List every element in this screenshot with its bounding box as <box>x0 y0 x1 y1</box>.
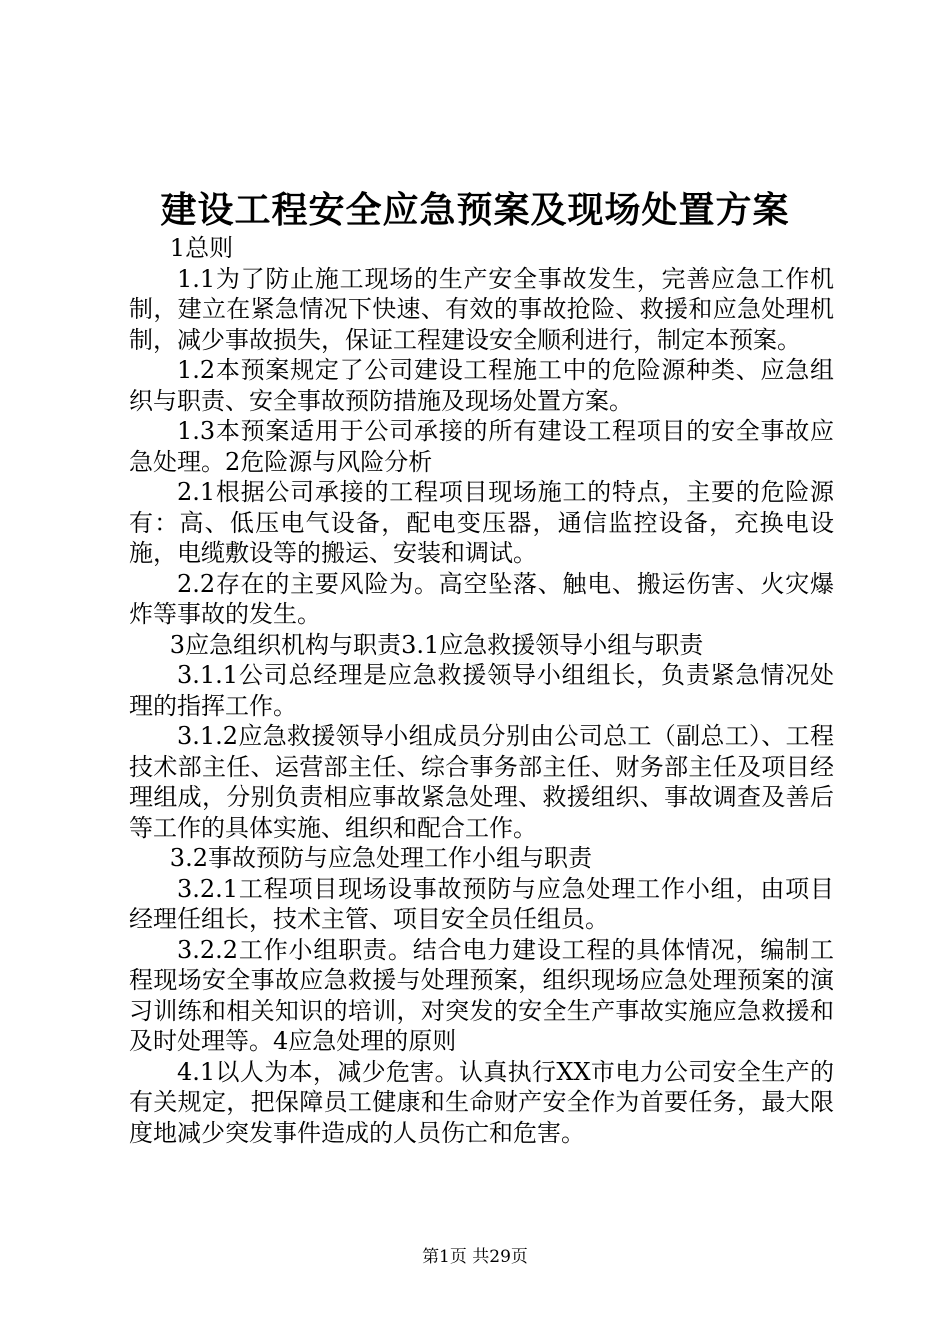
paragraph-1-2: 1.2本预案规定了公司建设工程施工中的危险源种类、应急组织与职责、安全事故预防措施及现场处置方案。 <box>129 356 834 415</box>
section-heading-3-2: 3.2事故预防与应急处理工作小组与职责 <box>169 844 592 872</box>
section-heading-general: 1总则 <box>169 234 234 262</box>
section-heading-organization: 3应急组织机构与职责3.1应急救援领导小组与职责 <box>169 630 704 659</box>
paragraph-3-1-2: 3.1.2应急救援领导小组成员分别由公司总工（副总工）、工程技术部主任、运营部主任、综合事务部主任、财务部主任及项目经理组成，分别负责相应事故紧急处理、救援组织、事故调查及善后等工作的具体实施、组织和配合工作。 <box>129 722 834 842</box>
paragraph-3-1-1: 3.1.1公司总经理是应急救援领导小组组长，负责紧急情况处理的指挥工作。 <box>129 661 834 720</box>
paragraph-3-2-1: 3.2.1工程项目现场设事故预防与应急处理工作小组，由项目经理任组长，技术主管、项目安全员任组员。 <box>129 874 834 933</box>
paragraph-3-2-2: 3.2.2工作小组职责。结合电力建设工程的具体情况，编制工程现场安全事故应急救援与处理预案，组织现场应急处理预案的演习训练和相关知识的培训，对突发的安全生产事故实施应急救援和及时处理等。4应急处理的原则 <box>129 935 834 1055</box>
paragraph-1-1: 1.1为了防止施工现场的生产安全事故发生，完善应急工作机制，建立在紧急情况下快速、有效的事故抢险、救援和应急处理机制，减少事故损失，保证工程建设安全顺利进行，制定本预案。 <box>129 264 834 354</box>
paragraph-2-2: 2.2存在的主要风险为。高空坠落、触电、搬运伤害、火灾爆炸等事故的发生。 <box>129 569 834 628</box>
page-indicator: 第1页 共29页 <box>422 1247 528 1267</box>
paragraph-2-1: 2.1根据公司承接的工程项目现场施工的特点，主要的危险源有：高、低压电气设备，配电变压器，通信监控设备，充换电设施，电缆敷设等的搬运、安装和调试。 <box>129 478 834 567</box>
document-body <box>129 233 834 1148</box>
paragraph-1-3: 1.3本预案适用于公司承接的所有建设工程项目的安全事故应急处理。2危险源与风险分析 <box>129 417 834 476</box>
document-title: 建设工程安全应急预案及现场处置方案 <box>160 189 790 231</box>
paragraph-4-1: 4.1以人为本，减少危害。认真执行XX市电力公司安全生产的有关规定，把保障员工健康和生命财产安全作为首要任务，最大限度地减少突发事件造成的人员伤亡和危害。 <box>129 1057 834 1147</box>
